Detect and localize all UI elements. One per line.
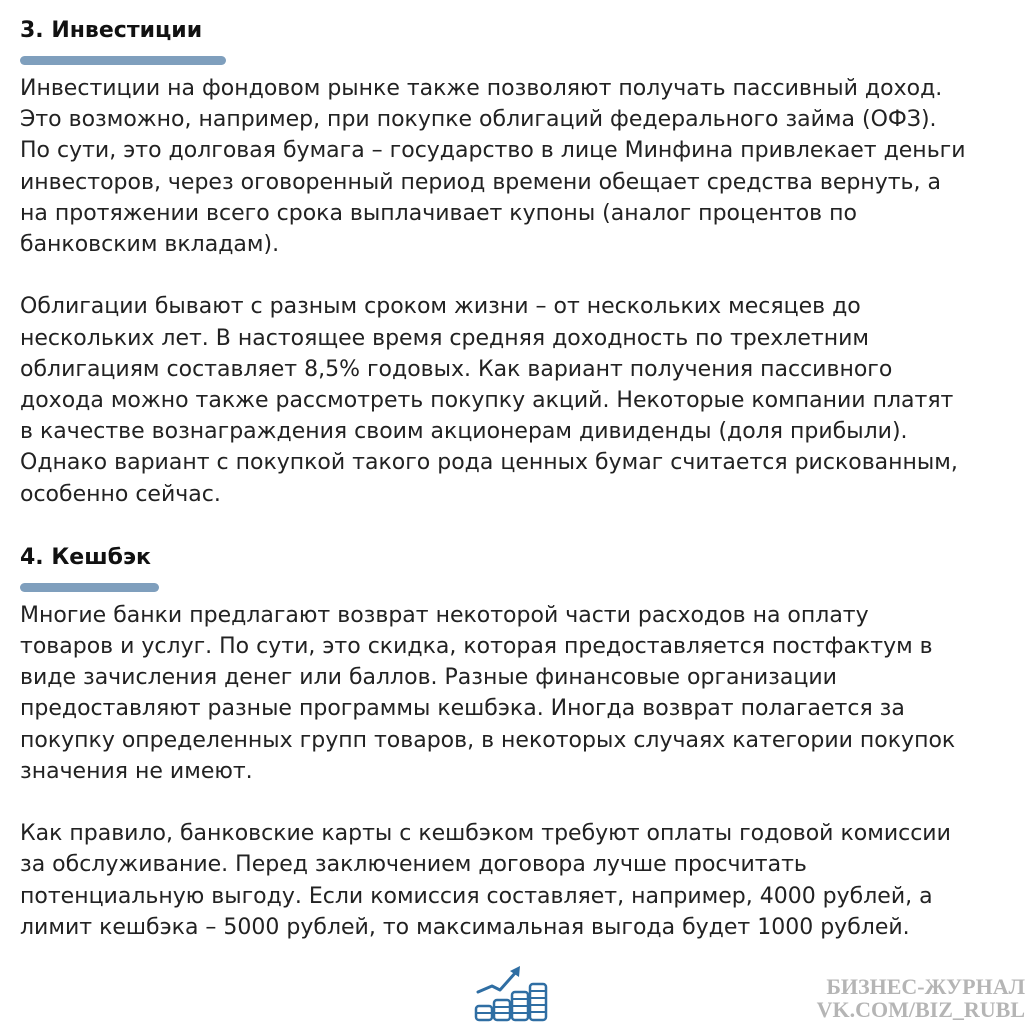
text-line: инвесторов, через оговоренный период времени обещает средства вернуть, а xyxy=(20,169,941,195)
text-line: лимит кешбэка – 5000 рублей, то максимальная выгода будет 1000 рублей. xyxy=(20,914,910,940)
paragraph xyxy=(20,73,1015,260)
text-line: особенно сейчас. xyxy=(20,481,221,507)
watermark-title: БИЗНЕС-ЖУРНАЛ xyxy=(826,974,1025,999)
text-line: банковским вкладам). xyxy=(20,232,280,258)
section-investments xyxy=(20,14,1015,510)
text-line: предоставляют разные программы кешбэка. Иногда возврат полагается за xyxy=(20,696,905,722)
text-line: Как правило, банковские карты с кешбэком требуют оплаты годовой комиссии xyxy=(20,821,951,847)
text-line: Облигации бывают с разным сроком жизни – от нескольких месяцев до xyxy=(20,294,861,320)
text-line: потенциальную выгоду. Если комиссия составляет, например, 4000 рублей, а xyxy=(20,883,933,909)
text-line: Инвестиции на фондовом рынке также позволяют получать пассивный доход. xyxy=(20,76,943,101)
text-line: товаров и услуг. По сути, это скидка, которая предоставляется постфактум в xyxy=(20,634,933,660)
watermark xyxy=(817,975,1025,1021)
text-line: По сути, это долговая бумага – государство в лице Минфина привлекает деньги xyxy=(20,138,966,164)
coins-growth-icon xyxy=(470,962,550,1022)
text-line: Однако вариант с покупкой такого рода ценных бумаг считается рискованным, xyxy=(20,450,958,476)
text-line: нескольких лет. В настоящее время средняя доходность по трехлетним xyxy=(20,325,870,351)
text-line: Это возможно, например, при покупке облигаций федерального займа (ОФЗ). xyxy=(20,107,937,133)
watermark-url: VK.COM/BIZ_RUBL xyxy=(816,997,1025,1022)
text-line: в качестве вознаграждения своим акционерам дивиденды (доля прибыли). xyxy=(20,419,908,445)
text-line: облигациям составляет 8,5% годовых. Как вариант получения пассивного xyxy=(20,356,893,382)
title-underline xyxy=(20,583,159,592)
paragraph xyxy=(20,818,1015,943)
text-line: дохода можно также рассмотреть покупку акций. Некоторые компании платят xyxy=(20,388,954,414)
text-line: виде зачисления денег или баллов. Разные финансовые организации xyxy=(20,665,837,691)
paragraph xyxy=(20,291,1015,509)
section-cashback xyxy=(20,541,1015,943)
text-line: покупку определенных групп товаров, в некоторых случаях категории покупок xyxy=(20,727,956,753)
text-line: Многие банки предлагают возврат некоторой части расходов на оплату xyxy=(20,602,869,628)
section-title-cashback: 4. Кешбэк xyxy=(20,544,151,570)
text-line: на протяжении всего срока выплачивает купоны (аналог процентов по xyxy=(20,200,857,226)
section-title-investments: 3. Инвестиции xyxy=(20,18,203,43)
article-body xyxy=(20,14,1015,943)
text-line: за обслуживание. Перед заключением договора лучше просчитать xyxy=(20,852,807,878)
paragraph xyxy=(20,600,1015,787)
text-line: значения не имеют. xyxy=(20,758,253,784)
title-underline xyxy=(20,56,226,65)
